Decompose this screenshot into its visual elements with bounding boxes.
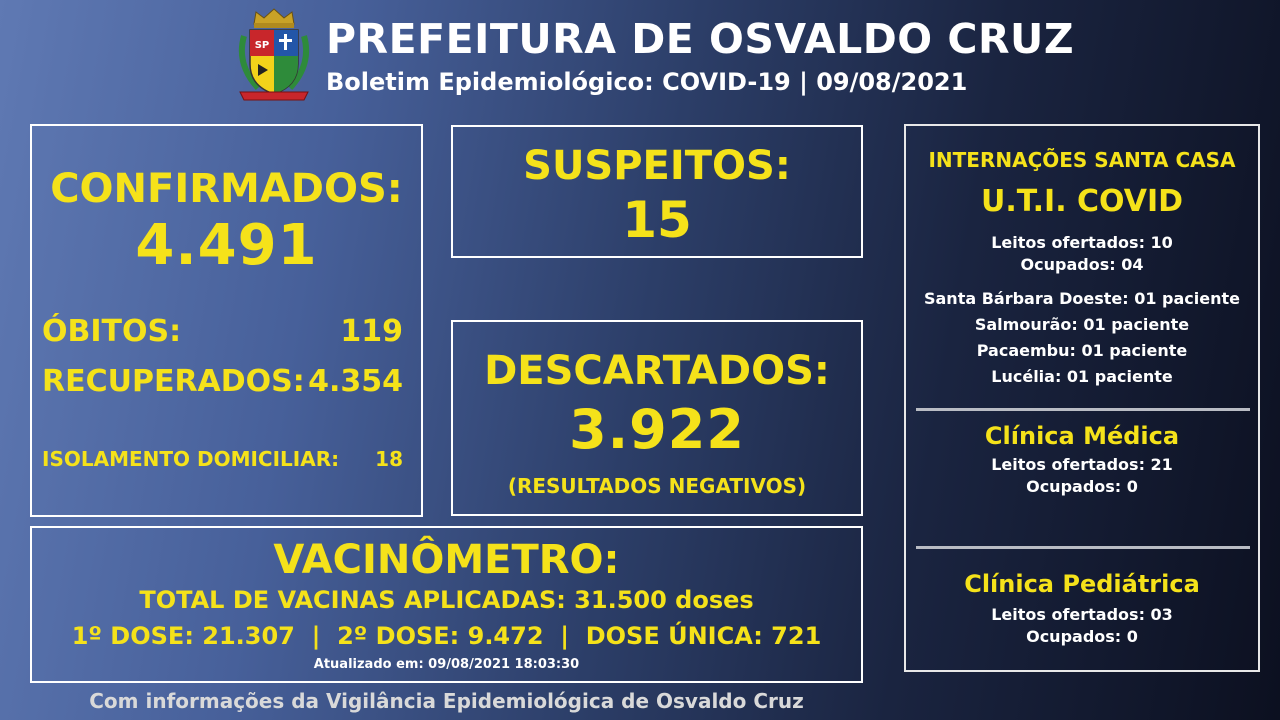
clinica-medica-occupied: Ocupados: 0	[1026, 477, 1138, 496]
discarded-value: 3.922	[569, 398, 745, 461]
confirmed-label: CONFIRMADOS:	[50, 166, 403, 212]
suspects-panel	[451, 125, 863, 258]
recovered-value: 4.354	[308, 364, 403, 399]
uti-patient: Santa Bárbara Doeste: 01 paciente	[923, 289, 1241, 308]
suspects-label: SUSPEITOS:	[523, 143, 791, 189]
recovered-label: RECUPERADOS:	[42, 364, 305, 399]
vaccine-panel	[30, 526, 863, 683]
section-divider	[916, 408, 1250, 411]
clinica-medica-title: Clínica Médica	[984, 422, 1180, 450]
deaths-value: 119	[340, 314, 403, 349]
isolation-row	[42, 444, 403, 474]
clinica-pediatrica-occupied: Ocupados: 0	[1026, 627, 1138, 646]
confirmed-panel	[30, 124, 423, 517]
clinica-pediatrica-offered: Leitos ofertados: 03	[991, 605, 1173, 624]
isolation-label: ISOLAMENTO DOMICILIAR:	[42, 447, 340, 471]
uti-patient: Lucélia: 01 paciente	[991, 367, 1173, 386]
section-divider	[916, 546, 1250, 549]
uti-patient: Pacaembu: 01 paciente	[976, 341, 1188, 360]
hospital-title: INTERNAÇÕES SANTA CASA	[928, 148, 1236, 172]
isolation-value: 18	[375, 447, 403, 471]
discarded-panel	[451, 320, 863, 516]
deaths-label: ÓBITOS:	[42, 314, 182, 349]
clinica-pediatrica-title: Clínica Pediátrica	[964, 570, 1200, 598]
uti-offered: Leitos ofertados: 10	[991, 233, 1173, 252]
municipal-crest-icon	[232, 6, 316, 106]
discarded-label: DESCARTADOS:	[484, 348, 830, 394]
vaccine-updated: Atualizado em: 09/08/2021 18:03:30	[313, 657, 580, 672]
vaccine-total: TOTAL DE VACINAS APLICADAS: 31.500 doses	[139, 586, 754, 614]
discarded-note: (RESULTADOS NEGATIVOS)	[507, 474, 807, 498]
confirmed-value: 4.491	[135, 213, 318, 278]
hospital-panel	[904, 124, 1260, 672]
vaccine-doses: 1º DOSE: 21.307 | 2º DOSE: 9.472 | DOSE ÚNICA: 721	[71, 622, 822, 650]
page-subtitle: Boletim Epidemiológico: COVID-19 | 09/08/2021	[326, 68, 968, 96]
vaccine-label: VACINÔMETRO:	[273, 537, 620, 583]
page-title: PREFEITURA DE OSVALDO CRUZ	[326, 15, 1075, 63]
uti-occupied: Ocupados: 04	[1020, 255, 1144, 274]
crest-text: SP	[254, 40, 270, 51]
recovered-row	[42, 362, 403, 402]
footer-credit: Com informações da Vigilância Epidemiológica de Osvaldo Cruz	[89, 689, 804, 713]
clinica-medica-offered: Leitos ofertados: 21	[991, 455, 1173, 474]
uti-title: U.T.I. COVID	[980, 184, 1184, 219]
deaths-row	[42, 312, 403, 352]
uti-patient: Salmourão: 01 paciente	[974, 315, 1190, 334]
suspects-value: 15	[622, 191, 692, 249]
